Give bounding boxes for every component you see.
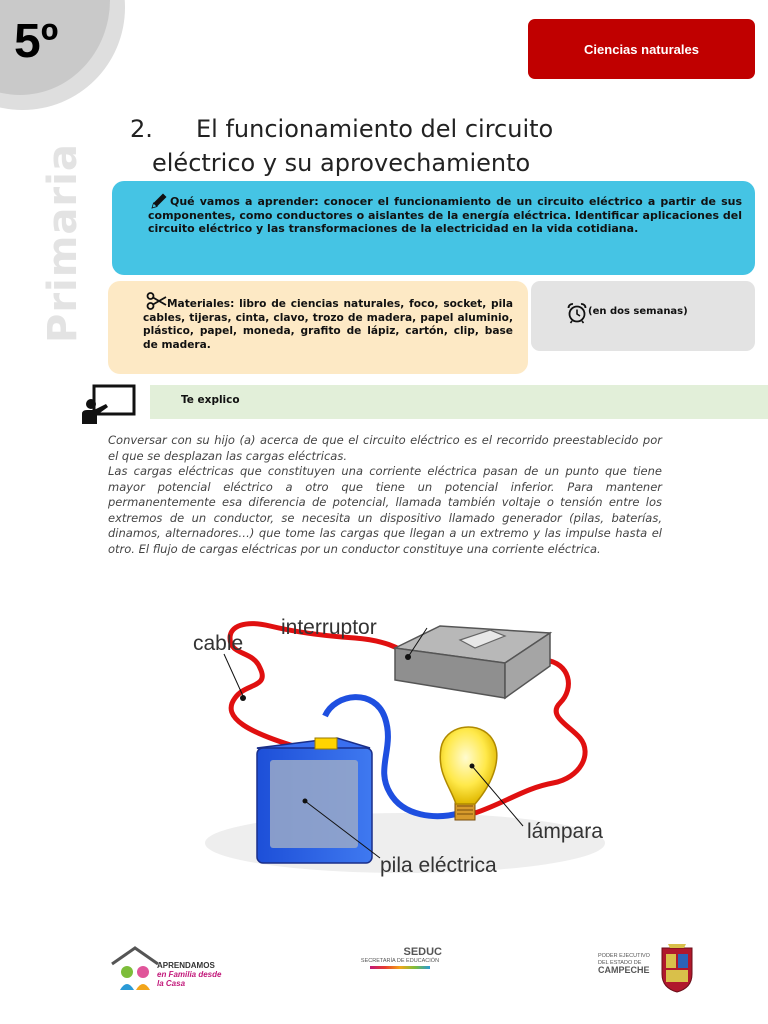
circuit-diagram — [175, 608, 625, 888]
logo3-line1: PODER EJECUTIVO — [598, 953, 650, 959]
logo3-line3: CAMPECHE — [598, 965, 650, 975]
lesson-title — [130, 112, 650, 180]
campeche-shield-icon — [658, 940, 696, 994]
grade-number: 5º — [14, 15, 59, 68]
explain-section-label: Te explico — [181, 394, 240, 406]
teacher-board-icon — [80, 384, 138, 426]
lamp-label: lámpara — [527, 820, 603, 843]
materials-text: Materiales: libro de ciencias naturales, foco, socket, pila cables, tijeras, cinta, clavo, trozo de madera, papel aluminio, plástico, papel, moneda, grafito de lápiz, cartón, clip, base de madera. — [143, 298, 513, 351]
explanation-paragraph-1: Conversar con su hijo (a) acerca de que el circuito eléctrico es el recorrido preestablecido por el que se desplazan las cargas eléctricas. — [108, 433, 662, 463]
explanation-text — [108, 433, 662, 557]
switch-label: interruptor — [281, 616, 377, 639]
explain-section-bar — [150, 385, 768, 419]
logo1-line3: la Casa — [157, 979, 186, 988]
lamp-bulb — [440, 727, 497, 804]
cable-marker — [240, 695, 246, 701]
learning-goal-text: Qué vamos a aprender: conocer el funcionamiento de un circuito eléctrico a partir de sus componentes, como conductores o aislantes de la energía eléctrica. Identificar aplicaciones del circuito eléctrico y las transformaciones de la electricidad en la vida cotidiana. — [148, 195, 742, 235]
lesson-number: 2. — [130, 115, 153, 143]
seduc-title: SEDUC — [403, 946, 442, 958]
lesson-title-line1: El funcionamiento del circuito — [196, 115, 554, 143]
explanation-paragraph-2: Las cargas eléctricas que constituyen una corriente eléctrica pasan de un punto que tiene mayor potencial eléctrico a otro que tiene un potencial inferior. Para mantener permanentemente esa diferencia de potencial, llamada también voltaje o tensión entre los extremos de un conductor, se necesita un dispositivo llamado generador (pilas, baterías, dinamos, alternadores…) que tome las cargas que llegan a un extremo y las impulse hasta el otro. El flujo de cargas eléctricas por un conductor constituye una corriente eléctrica. — [108, 464, 662, 556]
campeche-logo — [598, 940, 698, 994]
battery-terminal — [315, 738, 337, 749]
lesson-title-line2: eléctrico y su aprovechamiento — [152, 149, 531, 177]
house-family-icon — [110, 944, 160, 994]
seduc-color-bar — [370, 966, 430, 969]
aprendamos-logo — [110, 944, 240, 994]
seduc-logo — [352, 946, 448, 976]
seduc-subtitle: SECRETARÍA DE EDUCACIÓN — [360, 958, 440, 964]
duration-text: (en dos semanas) — [588, 306, 688, 317]
level-vertical-label: Primaria — [40, 143, 86, 343]
cable-label: cable — [193, 632, 244, 655]
cable-pointer — [224, 654, 243, 696]
logo3-line2: DEL ESTADO DE — [598, 960, 642, 966]
battery-label — [270, 760, 358, 848]
logo1-line1: APRENDAMOS — [157, 961, 215, 970]
battery-label-text: pila eléctrica — [380, 854, 497, 877]
logo1-line2: en Familia desde — [157, 970, 222, 979]
subject-badge: Ciencias naturales — [528, 19, 755, 79]
